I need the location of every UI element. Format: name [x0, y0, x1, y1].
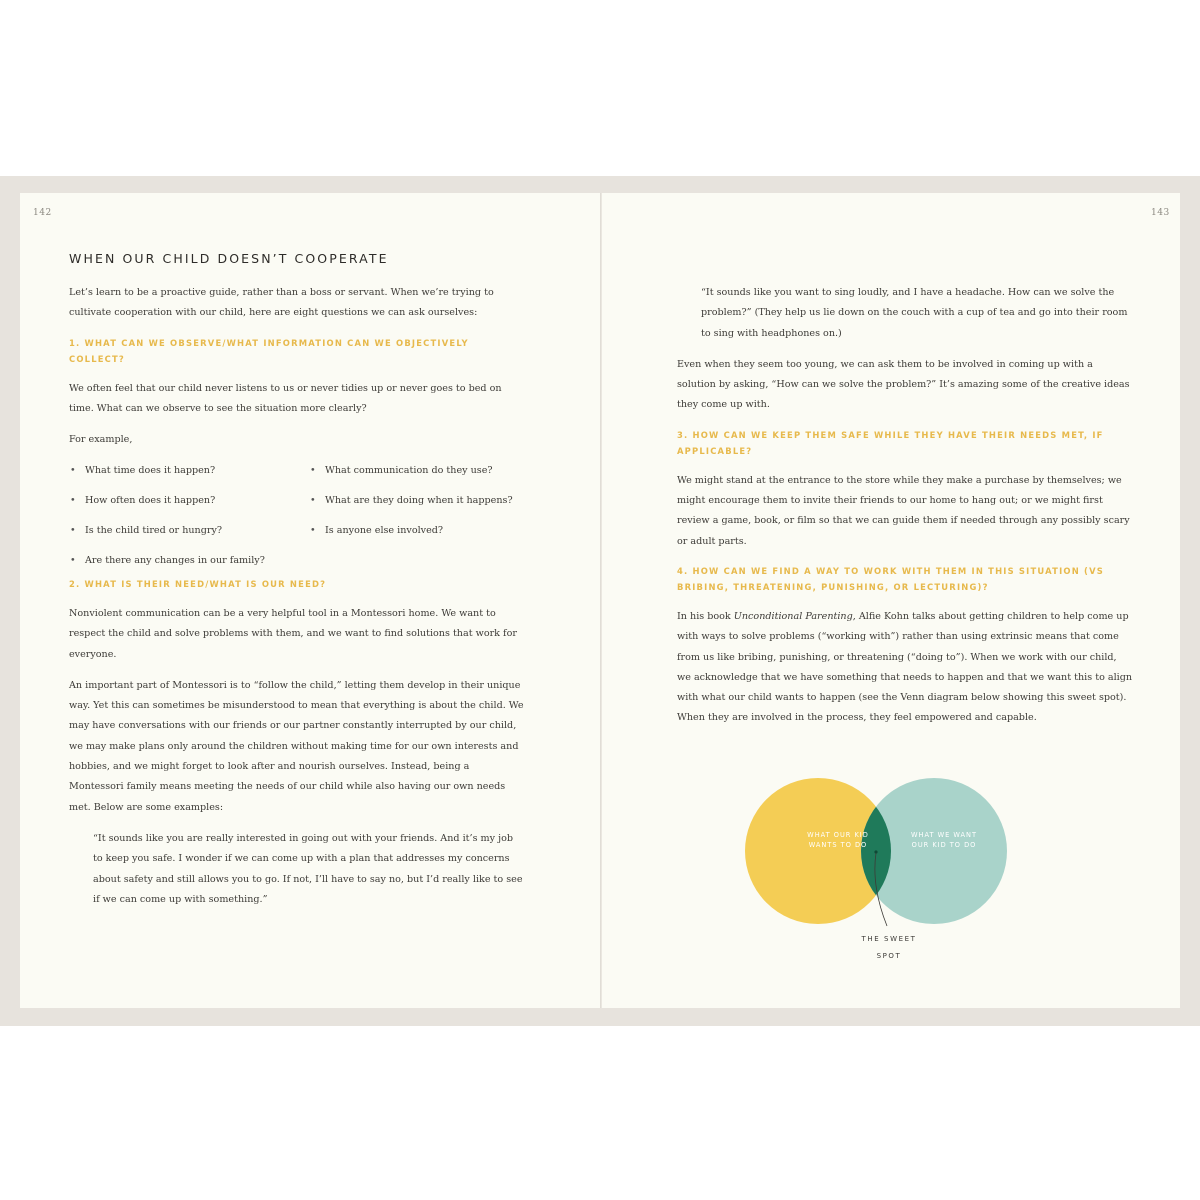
question-4-heading: 4. HOW CAN WE FIND A WAY TO WORK WITH THEM IN THIS SITUATION (VS BRIBING, THREATENING, PUNISHING, OR LECTURING)? — [677, 565, 1104, 593]
right-column — [677, 283, 1133, 740]
list-item: • How often does it happen? — [69, 491, 309, 511]
list-item: • What time does it happen? — [69, 461, 309, 481]
question-3-heading: 3. HOW CAN WE KEEP THEM SAFE WHILE THEY HAVE THEIR NEEDS MET, IF APPLICABLE? — [677, 429, 1104, 457]
question-2-paragraph-2: An important part of Montessori is to “follow the child,” letting them develop in their unique way. Yet this can sometimes be misunderstood to mean that everything is about the child. We may have conversations with our friends or our partner constantly interrupted by our child, we may make plans only around the children without making time for our own interests and hobbies, and we might forget to look after and nourish ourselves. Instead, being a Montessori family means meeting the needs of our child while also having our own needs met. Below are some examples: — [69, 679, 524, 813]
page-number-right: 143 — [1151, 208, 1170, 218]
book-spine — [600, 193, 602, 1008]
chapter-heading: WHEN OUR CHILD DOESN’T COOPERATE — [69, 251, 389, 266]
list-item: • Are there any changes in our family? — [69, 551, 524, 571]
question-1-body: We often feel that our child never listens to us or never tidies up or never goes to bed on time. What can we observe to see the situation more clearly? — [69, 382, 502, 414]
book-title: Unconditional Parenting — [733, 610, 853, 622]
venn-right-label: WHAT WE WANT OUR KID TO DO — [910, 831, 977, 849]
for-example-label: For example, — [69, 434, 133, 446]
example-list — [69, 461, 524, 571]
list-item: • Is the child tired or hungry? — [69, 521, 309, 541]
question-4-body-start: In his book — [677, 610, 734, 622]
venn-left-label: WHAT OUR KID WANTS TO DO — [807, 831, 869, 849]
list-item: • What are they doing when it happens? — [309, 491, 524, 511]
quote-paragraph: “It sounds like you are really interested in going out with your friends. And it’s my job to keep you safe. I wonder if we can come up with a plan that addresses my concerns about safety and still allows you to go. If not, I’ll have to say no, but I’d really like to see if we can come up with something.” — [93, 832, 523, 905]
question-3-body: We might stand at the entrance to the store while they make a purchase by themselves; we might encourage them to invite their friends to our home to hang out; or we might first review a game, book, or film so that we can guide them if needed through any possibly scary or adult parts. — [677, 474, 1130, 547]
venn-diagram — [745, 776, 1010, 966]
question-4-body-end: , Alfie Kohn talks about getting children to help come up with ways to solve problems (“working with”) rather than using extrinsic means that come from us like bribing, punishing, or threatening (“doing to”). When we work with our child, we acknowledge that we have something that needs to happen and that we want this to align with what our child wants to happen (see the Venn diagram below showing this sweet spot). When they are involved in the process, they feel empowered and capable. — [677, 610, 1133, 724]
question-2-heading: 2. WHAT IS THEIR NEED/WHAT IS OUR NEED? — [69, 579, 327, 590]
venn-center-label: THE SWEET SPOT — [861, 935, 917, 960]
list-item: • Is anyone else involved? — [309, 521, 524, 541]
left-column — [69, 283, 524, 921]
intro-paragraph: Let’s learn to be a proactive guide, rather than a boss or servant. When we’re trying to cultivate cooperation with our child, here are eight questions we can ask ourselves: — [69, 287, 494, 319]
question-2-paragraph-3: Even when they seem too young, we can ask them to be involved in coming up with a solution by asking, “How can we solve the problem?” It’s amazing some of the creative ideas they come up with. — [677, 358, 1130, 411]
page-number-left: 142 — [33, 208, 52, 218]
question-2-paragraph-1: Nonviolent communication can be a very helpful tool in a Montessori home. We want to respect the child and solve problems with them, and we want to find solutions that work for everyone. — [69, 607, 517, 660]
question-1-heading: 1. WHAT CAN WE OBSERVE/WHAT INFORMATION CAN WE OBJECTIVELY COLLECT? — [69, 337, 469, 365]
quote-paragraph: “It sounds like you want to sing loudly, and I have a headache. How can we solve the problem?” (They help us lie down on the couch with a cup of tea and go into their room to sing with headphones on.) — [701, 287, 1128, 339]
list-item: • What communication do they use? — [309, 461, 524, 481]
question-4-body — [677, 607, 1133, 729]
